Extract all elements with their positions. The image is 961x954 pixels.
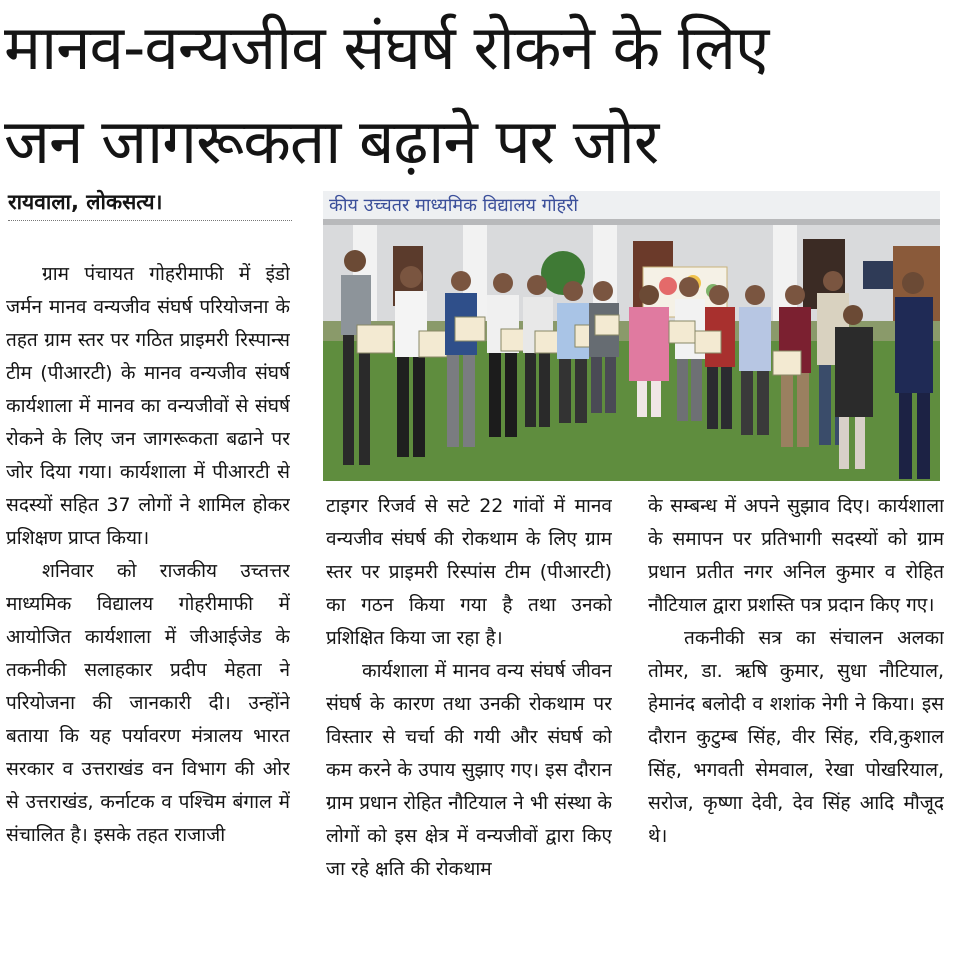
school-banner-text: कीय उच्चतर माध्यमिक विद्यालय गोहरी: [329, 195, 579, 216]
paragraph: के सम्बन्ध में अपने सुझाव दिए। कार्यशाला के समापन पर प्रतिभागी सदस्यों को ग्राम प्रधान प्रतीत नगर अनिल कुमार व रोहित नौटियाल द्वारा प्रशस्ति पत्र प्रदान किए गए।: [648, 495, 944, 616]
article-column-3: [648, 490, 944, 954]
paragraph: कार्यशाला में मानव वन्य संघर्ष जीवन संघर्ष के कारण तथा उनकी रोकथाम पर विस्तार से चर्चा की गयी और संघर्ष को कम करने के उपाय सुझाए गए। इस दौरान ग्राम प्रधान रोहित नौटियाल ने भी संस्था के लोगों को इस क्षेत्र में वन्यजीवों द्वारा किए जा रहे क्षति की रोकथाम: [326, 660, 612, 880]
paragraph: तकनीकी सत्र का संचालन अलका तोमर, डा. ऋषि कुमार, सुधा नौटियाल, हेमानंद बलोदी व शशांक नेगी ने किया। इस दौरान कुटुम्ब सिंह, वीर सिंह, रवि,कुशाल सिंह, भगवती सेमवाल, रेखा पोखरियाल, सरोज, कृष्णा देवी, देव सिंह आदि मौजूद थे।: [648, 627, 944, 847]
article-photo: [323, 191, 940, 481]
headline-line-1: मानव-वन्यजीव संघर्ष रोकने के लिए: [4, 11, 769, 84]
group-photo-illustration: [323, 191, 940, 481]
paragraph: ग्राम पंचायत गोहरीमाफी में इंडो जर्मन मानव वन्यजीव संघर्ष परियोजना के तहत ग्राम स्तर पर गठित प्राइमरी रिस्पान्स टीम (पीआरटी) के मानव वन्यजीव संघर्ष कार्यशाला में मानव का वन्यजीवों से संघर्ष रोकने के लिए जन जागरूकता बढाने पर जोर दिया गया। कार्यशाला में पीआरटी से सदस्यों सहित 37 लोगों ने शामिल होकर प्रशिक्षण प्राप्त किया।: [6, 263, 290, 549]
paragraph: टाइगर रिजर्व से सटे 22 गांवों में मानव वन्यजीव संघर्ष की रोकथाम के लिए ग्राम स्तर पर प्राइमरी रिस्पांस टीम (पीआरटी) का गठन किया गया है तथा उनको प्रशिक्षित किया जा रहा है।: [326, 495, 612, 649]
headline-line-2: जन जागरूकता बढ़ाने पर जोर: [4, 105, 659, 178]
article-column-1: [6, 258, 290, 954]
paragraph: शनिवार को राजकीय उच्तत्तर माध्यमिक विद्यालय गोहरीमाफी में आयोजित कार्यशाला में जीआईजेड के तकनीकी सलाहकार प्रदीप मेहता ने परियोजना की जानकारी दी। उन्होंने बताया कि यह पर्यावरण मंत्रालय भारत सरकार व उत्तराखंड वन विभाग की ओर से उत्तराखंड, कर्नाटक व पश्चिम बंगाल में संचालित है। इसके तहत राजाजी: [6, 560, 290, 846]
article-column-2: [326, 490, 612, 954]
dateline: रायवाला, लोकसत्य।: [8, 188, 292, 221]
